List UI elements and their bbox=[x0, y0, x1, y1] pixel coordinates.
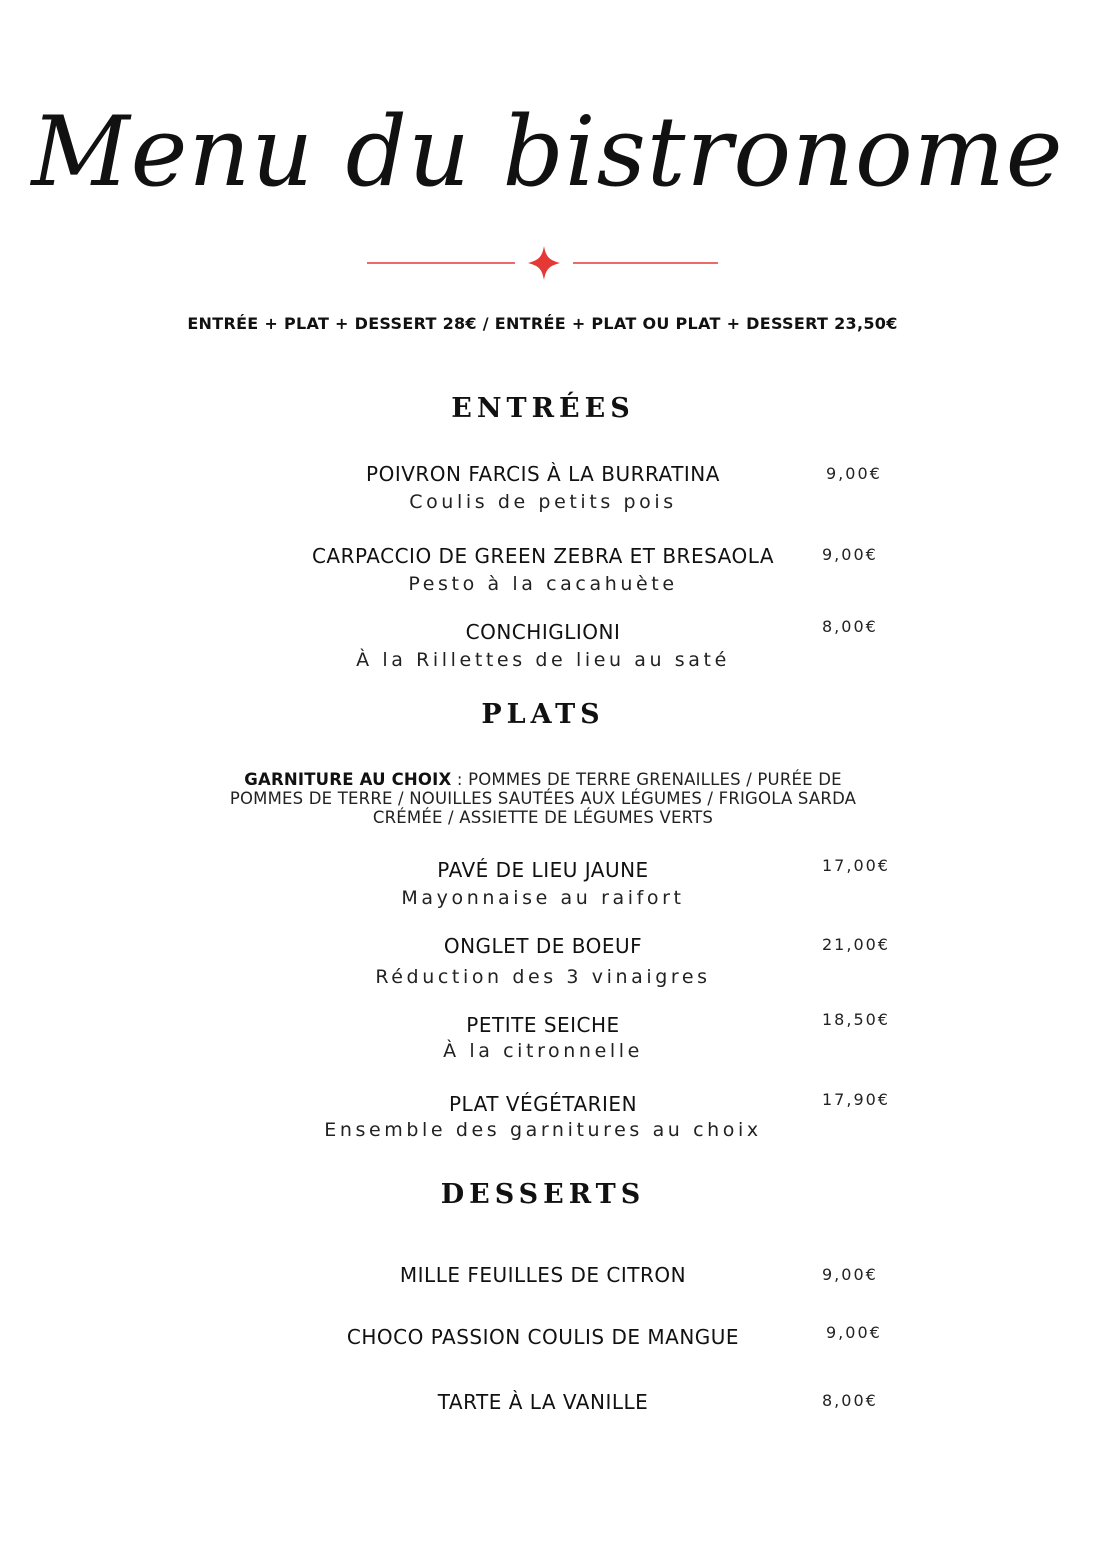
item-name: MILLE FEUILLES DE CITRON bbox=[399, 1263, 687, 1287]
item-name: CARPACCIO DE GREEN ZEBRA ET BRESAOLA bbox=[311, 544, 775, 568]
item-name: CHOCO PASSION COULIS DE MANGUE bbox=[346, 1325, 740, 1349]
menu-item-entree-3 bbox=[0, 619, 1086, 673]
item-name: POIVRON FARCIS À LA BURRATINA bbox=[366, 462, 720, 486]
section-title-desserts: DESSERTS bbox=[440, 1179, 646, 1210]
menu-item-entree-2 bbox=[0, 543, 1086, 597]
menu-item-plat-3 bbox=[0, 1012, 1086, 1064]
menu-formula-prices: ENTRÉE + PLAT + DESSERT 28€ / ENTRÉE + PLAT OU PLAT + DESSERT 23,50€ bbox=[187, 314, 898, 333]
garniture-label: GARNITURE AU CHOIX bbox=[244, 770, 452, 789]
item-description: Pesto à la cacahuète bbox=[408, 573, 678, 595]
menu-item-dessert-3 bbox=[0, 1389, 1086, 1415]
item-price: 9,00€ bbox=[822, 1265, 878, 1284]
menu-title: Menu du bistronome bbox=[31, 96, 1064, 208]
item-description: Réduction des 3 vinaigres bbox=[375, 966, 711, 988]
ornament-divider bbox=[365, 244, 720, 280]
item-name: TARTE À LA VANILLE bbox=[437, 1390, 649, 1414]
menu-item-dessert-1 bbox=[0, 1262, 1086, 1288]
item-price: 17,00€ bbox=[822, 856, 890, 875]
item-name: CONCHIGLIONI bbox=[465, 620, 621, 644]
section-title-plats: PLATS bbox=[481, 699, 605, 730]
menu-item-entree-1 bbox=[0, 461, 1086, 515]
item-price: 8,00€ bbox=[822, 617, 878, 636]
item-name: PETITE SEICHE bbox=[466, 1013, 620, 1037]
item-description: Coulis de petits pois bbox=[409, 491, 677, 513]
item-price: 9,00€ bbox=[826, 464, 882, 483]
menu-item-plat-2 bbox=[0, 933, 1086, 990]
item-price: 17,90€ bbox=[822, 1090, 890, 1109]
garniture-options: : POMMES DE TERRE GRENAILLES / PURÉE DE POMMES DE TERRE / NOUILLES SAUTÉES AUX LÉGUMES / FRIGOLA SARDA CRÉMÉE / ASSIETTE DE LÉGUMES VERTS bbox=[229, 770, 857, 827]
item-name: ONGLET DE BOEUF bbox=[443, 934, 643, 958]
item-description: Mayonnaise au raifort bbox=[401, 887, 685, 909]
item-price: 9,00€ bbox=[826, 1323, 882, 1342]
section-title-entrees: ENTRÉES bbox=[451, 393, 635, 424]
item-name: PAVÉ DE LIEU JAUNE bbox=[437, 858, 649, 882]
item-price: 8,00€ bbox=[822, 1391, 878, 1410]
item-name: PLAT VÉGÉTARIEN bbox=[448, 1092, 638, 1116]
item-price: 21,00€ bbox=[822, 935, 890, 954]
item-price: 18,50€ bbox=[822, 1010, 890, 1029]
menu-item-plat-1 bbox=[0, 857, 1086, 911]
item-price: 9,00€ bbox=[822, 545, 878, 564]
item-description: Ensemble des garnitures au choix bbox=[324, 1119, 762, 1141]
menu-item-plat-4 bbox=[0, 1091, 1086, 1143]
four-point-star-icon bbox=[528, 246, 560, 280]
menu-item-dessert-2 bbox=[0, 1324, 1086, 1350]
item-description: À la citronnelle bbox=[443, 1040, 643, 1062]
garniture-note bbox=[225, 770, 861, 827]
item-description: À la Rillettes de lieu au saté bbox=[356, 649, 730, 671]
